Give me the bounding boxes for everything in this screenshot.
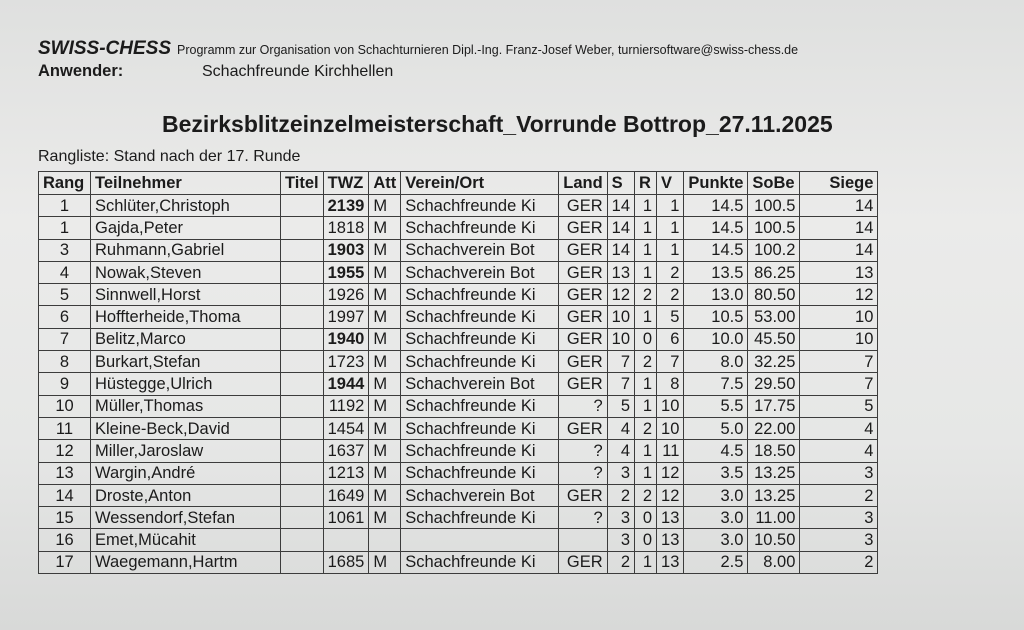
- table-row: [39, 217, 878, 239]
- cell-rang: 11: [39, 417, 91, 439]
- cell-s: 2: [607, 484, 634, 506]
- cell-twz: 1637: [323, 440, 369, 462]
- cell-s: 13: [607, 261, 634, 283]
- cell-att: M: [369, 217, 401, 239]
- table-row: [39, 284, 878, 306]
- cell-verein: Schachfreunde Ki: [401, 440, 559, 462]
- col-header-att: Att: [369, 172, 401, 195]
- cell-land: GER: [559, 351, 607, 373]
- cell-verein: [401, 529, 559, 551]
- table-row: [39, 462, 878, 484]
- cell-v: 5: [657, 306, 684, 328]
- col-header-verein: Verein/Ort: [401, 172, 559, 195]
- cell-rang: 14: [39, 484, 91, 506]
- col-header-teilnehmer: Teilnehmer: [91, 172, 281, 195]
- cell-punkte: 13.5: [684, 261, 748, 283]
- cell-v: 7: [657, 351, 684, 373]
- cell-titel: [281, 239, 324, 261]
- cell-s: 7: [607, 351, 634, 373]
- cell-siege: 14: [800, 217, 878, 239]
- cell-land: GER: [559, 373, 607, 395]
- cell-siege: 3: [800, 507, 878, 529]
- cell-verein: Schachfreunde Ki: [401, 351, 559, 373]
- software-header: [38, 38, 798, 60]
- standing-caption: Rangliste: Stand nach der 17. Runde: [38, 148, 301, 165]
- cell-verein: Schachfreunde Ki: [401, 217, 559, 239]
- cell-s: 10: [607, 306, 634, 328]
- cell-name: Belitz,Marco: [91, 328, 281, 350]
- cell-name: Müller,Thomas: [91, 395, 281, 417]
- cell-twz: 1944: [323, 373, 369, 395]
- cell-punkte: 14.5: [684, 217, 748, 239]
- cell-punkte: 5.0: [684, 417, 748, 439]
- cell-siege: 7: [800, 373, 878, 395]
- ranking-table-body: [39, 195, 878, 574]
- table-row: [39, 239, 878, 261]
- cell-land: [559, 529, 607, 551]
- cell-name: Nowak,Steven: [91, 261, 281, 283]
- cell-rang: 5: [39, 284, 91, 306]
- cell-r: 1: [635, 440, 657, 462]
- cell-sobe: 13.25: [748, 484, 800, 506]
- cell-sobe: 80.50: [748, 284, 800, 306]
- cell-sobe: 22.00: [748, 417, 800, 439]
- cell-land: ?: [559, 507, 607, 529]
- cell-punkte: 14.5: [684, 239, 748, 261]
- cell-s: 7: [607, 373, 634, 395]
- cell-titel: [281, 328, 324, 350]
- cell-twz: 1940: [323, 328, 369, 350]
- cell-att: M: [369, 195, 401, 217]
- cell-r: 2: [635, 351, 657, 373]
- cell-v: 2: [657, 284, 684, 306]
- cell-land: GER: [559, 551, 607, 573]
- cell-name: Wessendorf,Stefan: [91, 507, 281, 529]
- cell-r: 1: [635, 373, 657, 395]
- cell-siege: 3: [800, 529, 878, 551]
- cell-land: ?: [559, 462, 607, 484]
- cell-titel: [281, 217, 324, 239]
- cell-sobe: 11.00: [748, 507, 800, 529]
- cell-punkte: 10.5: [684, 306, 748, 328]
- cell-rang: 7: [39, 328, 91, 350]
- cell-twz: 1926: [323, 284, 369, 306]
- cell-titel: [281, 551, 324, 573]
- cell-rang: 3: [39, 239, 91, 261]
- col-header-r: R: [635, 172, 657, 195]
- cell-rang: 10: [39, 395, 91, 417]
- cell-sobe: 18.50: [748, 440, 800, 462]
- cell-s: 3: [607, 462, 634, 484]
- cell-v: 13: [657, 529, 684, 551]
- cell-v: 13: [657, 551, 684, 573]
- brand-tagline: Programm zur Organisation von Schachturnieren Dipl.-Ing. Franz-Josef Weber, turniersoftware@swiss-chess.de: [177, 43, 799, 57]
- cell-punkte: 2.5: [684, 551, 748, 573]
- cell-name: Emet,Mücahit: [91, 529, 281, 551]
- user-label: Anwender:: [38, 62, 124, 80]
- cell-titel: [281, 529, 324, 551]
- col-header-siege: Siege: [800, 172, 878, 195]
- table-row: [39, 373, 878, 395]
- cell-att: [369, 529, 401, 551]
- cell-name: Ruhmann,Gabriel: [91, 239, 281, 261]
- cell-sobe: 100.5: [748, 217, 800, 239]
- table-row: [39, 529, 878, 551]
- cell-rang: 9: [39, 373, 91, 395]
- cell-sobe: 86.25: [748, 261, 800, 283]
- cell-r: 2: [635, 417, 657, 439]
- user-value: Schachfreunde Kirchhellen: [202, 63, 394, 80]
- cell-titel: [281, 373, 324, 395]
- cell-siege: 13: [800, 261, 878, 283]
- cell-sobe: 13.25: [748, 462, 800, 484]
- cell-punkte: 5.5: [684, 395, 748, 417]
- cell-verein: Schachfreunde Ki: [401, 462, 559, 484]
- cell-att: M: [369, 484, 401, 506]
- cell-sobe: 10.50: [748, 529, 800, 551]
- cell-land: GER: [559, 261, 607, 283]
- cell-name: Hoffterheide,Thoma: [91, 306, 281, 328]
- cell-land: ?: [559, 440, 607, 462]
- cell-r: 1: [635, 239, 657, 261]
- col-header-sobe: SoBe: [748, 172, 800, 195]
- cell-twz: 1192: [323, 395, 369, 417]
- cell-r: 1: [635, 551, 657, 573]
- cell-twz: 1818: [323, 217, 369, 239]
- cell-siege: 2: [800, 484, 878, 506]
- cell-twz: 1649: [323, 484, 369, 506]
- cell-name: Burkart,Stefan: [91, 351, 281, 373]
- col-header-land: Land: [559, 172, 607, 195]
- cell-titel: [281, 440, 324, 462]
- cell-punkte: 8.0: [684, 351, 748, 373]
- cell-v: 1: [657, 195, 684, 217]
- cell-rang: 15: [39, 507, 91, 529]
- cell-punkte: 3.0: [684, 507, 748, 529]
- brand-name: SWISS-CHESS: [38, 38, 172, 59]
- cell-r: 1: [635, 195, 657, 217]
- cell-name: Droste,Anton: [91, 484, 281, 506]
- col-header-punkte: Punkte: [684, 172, 748, 195]
- tournament-title: Bezirksblitzeinzelmeisterschaft_Vorrunde Bottrop_27.11.2025: [162, 111, 833, 137]
- cell-s: 12: [607, 284, 634, 306]
- cell-land: GER: [559, 417, 607, 439]
- cell-s: 14: [607, 217, 634, 239]
- cell-name: Hüstegge,Ulrich: [91, 373, 281, 395]
- cell-r: 0: [635, 507, 657, 529]
- col-header-v: V: [657, 172, 684, 195]
- cell-r: 1: [635, 462, 657, 484]
- cell-r: 1: [635, 261, 657, 283]
- cell-twz: [323, 529, 369, 551]
- cell-twz: 1213: [323, 462, 369, 484]
- cell-verein: Schachfreunde Ki: [401, 395, 559, 417]
- cell-rang: 13: [39, 462, 91, 484]
- cell-siege: 3: [800, 462, 878, 484]
- cell-titel: [281, 261, 324, 283]
- cell-rang: 8: [39, 351, 91, 373]
- cell-r: 0: [635, 529, 657, 551]
- cell-punkte: 13.0: [684, 284, 748, 306]
- col-header-s: S: [607, 172, 634, 195]
- cell-land: GER: [559, 217, 607, 239]
- cell-att: M: [369, 440, 401, 462]
- cell-r: 1: [635, 306, 657, 328]
- cell-s: 2: [607, 551, 634, 573]
- table-row: [39, 417, 878, 439]
- table-row: [39, 395, 878, 417]
- cell-twz: 1685: [323, 551, 369, 573]
- cell-punkte: 10.0: [684, 328, 748, 350]
- cell-punkte: 3.5: [684, 462, 748, 484]
- cell-sobe: 100.2: [748, 239, 800, 261]
- cell-att: M: [369, 395, 401, 417]
- cell-v: 6: [657, 328, 684, 350]
- col-header-rang: Rang: [39, 172, 91, 195]
- cell-titel: [281, 395, 324, 417]
- cell-verein: Schachfreunde Ki: [401, 551, 559, 573]
- cell-att: M: [369, 351, 401, 373]
- cell-rang: 4: [39, 261, 91, 283]
- cell-v: 1: [657, 217, 684, 239]
- cell-att: M: [369, 239, 401, 261]
- cell-land: GER: [559, 306, 607, 328]
- cell-r: 1: [635, 217, 657, 239]
- cell-att: M: [369, 306, 401, 328]
- cell-land: GER: [559, 328, 607, 350]
- cell-v: 10: [657, 417, 684, 439]
- cell-siege: 4: [800, 417, 878, 439]
- cell-verein: Schachfreunde Ki: [401, 284, 559, 306]
- cell-siege: 14: [800, 195, 878, 217]
- cell-land: GER: [559, 239, 607, 261]
- cell-att: M: [369, 373, 401, 395]
- cell-sobe: 45.50: [748, 328, 800, 350]
- cell-punkte: 7.5: [684, 373, 748, 395]
- cell-s: 14: [607, 195, 634, 217]
- table-header-row: [39, 172, 878, 195]
- cell-verein: Schachfreunde Ki: [401, 195, 559, 217]
- cell-punkte: 14.5: [684, 195, 748, 217]
- cell-s: 3: [607, 529, 634, 551]
- cell-verein: Schachverein Bot: [401, 239, 559, 261]
- cell-punkte: 3.0: [684, 529, 748, 551]
- cell-att: M: [369, 462, 401, 484]
- cell-twz: 1997: [323, 306, 369, 328]
- cell-att: M: [369, 328, 401, 350]
- cell-att: M: [369, 261, 401, 283]
- cell-titel: [281, 351, 324, 373]
- cell-titel: [281, 484, 324, 506]
- cell-siege: 10: [800, 306, 878, 328]
- cell-sobe: 100.5: [748, 195, 800, 217]
- cell-att: M: [369, 507, 401, 529]
- cell-s: 14: [607, 239, 634, 261]
- cell-verein: Schachfreunde Ki: [401, 306, 559, 328]
- col-header-twz: TWZ: [323, 172, 369, 195]
- cell-rang: 1: [39, 195, 91, 217]
- cell-v: 11: [657, 440, 684, 462]
- cell-punkte: 4.5: [684, 440, 748, 462]
- cell-titel: [281, 306, 324, 328]
- cell-land: GER: [559, 484, 607, 506]
- cell-name: Waegemann,Hartm: [91, 551, 281, 573]
- cell-twz: 1903: [323, 239, 369, 261]
- cell-v: 10: [657, 395, 684, 417]
- cell-v: 8: [657, 373, 684, 395]
- cell-rang: 12: [39, 440, 91, 462]
- cell-verein: Schachfreunde Ki: [401, 417, 559, 439]
- cell-titel: [281, 195, 324, 217]
- cell-punkte: 3.0: [684, 484, 748, 506]
- table-row: [39, 484, 878, 506]
- cell-r: 2: [635, 284, 657, 306]
- cell-r: 1: [635, 395, 657, 417]
- cell-twz: 1955: [323, 261, 369, 283]
- cell-verein: Schachfreunde Ki: [401, 507, 559, 529]
- cell-v: 2: [657, 261, 684, 283]
- cell-rang: 17: [39, 551, 91, 573]
- cell-r: 0: [635, 328, 657, 350]
- cell-siege: 7: [800, 351, 878, 373]
- cell-siege: 5: [800, 395, 878, 417]
- cell-name: Miller,Jaroslaw: [91, 440, 281, 462]
- cell-verein: Schachverein Bot: [401, 373, 559, 395]
- cell-rang: 16: [39, 529, 91, 551]
- cell-verein: Schachverein Bot: [401, 484, 559, 506]
- cell-sobe: 8.00: [748, 551, 800, 573]
- cell-siege: 2: [800, 551, 878, 573]
- cell-name: Wargin,André: [91, 462, 281, 484]
- cell-s: 4: [607, 417, 634, 439]
- cell-name: Schlüter,Christoph: [91, 195, 281, 217]
- cell-v: 12: [657, 484, 684, 506]
- cell-twz: 2139: [323, 195, 369, 217]
- cell-att: M: [369, 417, 401, 439]
- cell-s: 10: [607, 328, 634, 350]
- cell-v: 1: [657, 239, 684, 261]
- cell-verein: Schachfreunde Ki: [401, 328, 559, 350]
- cell-land: GER: [559, 195, 607, 217]
- cell-v: 12: [657, 462, 684, 484]
- cell-sobe: 53.00: [748, 306, 800, 328]
- table-row: [39, 551, 878, 573]
- cell-rang: 1: [39, 217, 91, 239]
- cell-name: Gajda,Peter: [91, 217, 281, 239]
- table-row: [39, 507, 878, 529]
- cell-siege: 10: [800, 328, 878, 350]
- cell-verein: Schachverein Bot: [401, 261, 559, 283]
- cell-land: GER: [559, 284, 607, 306]
- cell-att: M: [369, 284, 401, 306]
- cell-sobe: 17.75: [748, 395, 800, 417]
- cell-s: 5: [607, 395, 634, 417]
- cell-sobe: 29.50: [748, 373, 800, 395]
- cell-sobe: 32.25: [748, 351, 800, 373]
- cell-twz: 1454: [323, 417, 369, 439]
- cell-twz: 1723: [323, 351, 369, 373]
- cell-land: ?: [559, 395, 607, 417]
- user-line: [38, 62, 393, 81]
- col-header-titel: Titel: [281, 172, 324, 195]
- cell-att: M: [369, 551, 401, 573]
- cell-titel: [281, 507, 324, 529]
- table-row: [39, 440, 878, 462]
- cell-twz: 1061: [323, 507, 369, 529]
- cell-titel: [281, 284, 324, 306]
- cell-rang: 6: [39, 306, 91, 328]
- table-row: [39, 195, 878, 217]
- cell-siege: 12: [800, 284, 878, 306]
- cell-r: 2: [635, 484, 657, 506]
- cell-siege: 4: [800, 440, 878, 462]
- cell-v: 13: [657, 507, 684, 529]
- cell-siege: 14: [800, 239, 878, 261]
- cell-titel: [281, 417, 324, 439]
- table-row: [39, 306, 878, 328]
- cell-name: Kleine-Beck,David: [91, 417, 281, 439]
- cell-s: 4: [607, 440, 634, 462]
- ranking-table: [38, 171, 878, 574]
- cell-name: Sinnwell,Horst: [91, 284, 281, 306]
- table-row: [39, 351, 878, 373]
- table-row: [39, 261, 878, 283]
- table-row: [39, 328, 878, 350]
- cell-titel: [281, 462, 324, 484]
- cell-s: 3: [607, 507, 634, 529]
